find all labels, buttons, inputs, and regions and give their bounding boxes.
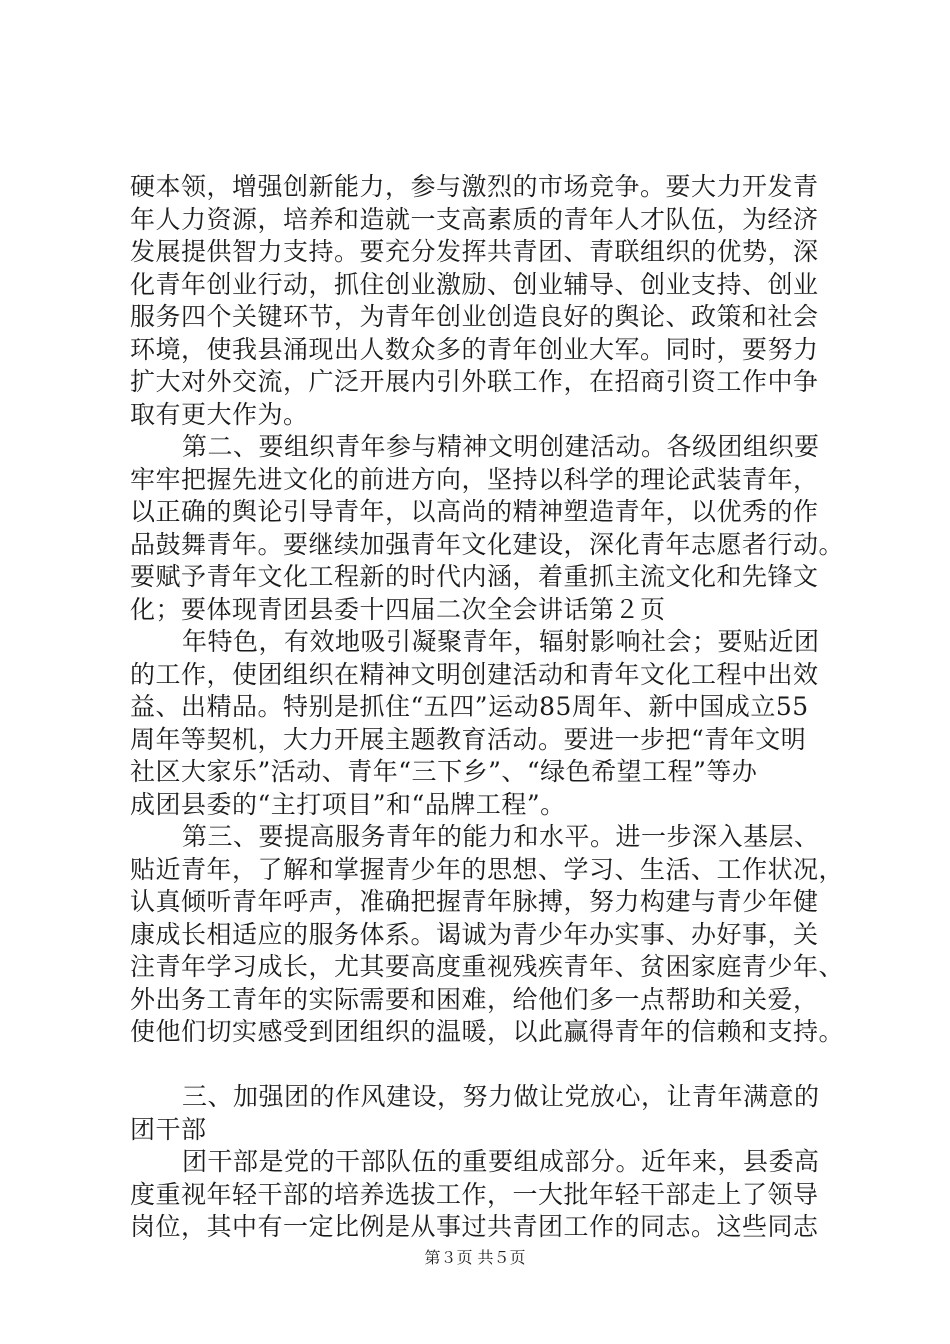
body-text-block (130, 171, 845, 1049)
text-line: 团干部是党的干部队伍的重要组成部分。近年来，县委高 (182, 1147, 820, 1176)
text-line: 成团县委的“主打项目”和“品牌工程”。 (130, 789, 566, 819)
text-line: 取有更大作为。 (130, 399, 309, 429)
text-line: 品鼓舞青年。要继续加强青年文化建设，深化青年志愿者行动。 (130, 529, 845, 559)
text-line: 第二、要组织青年参与精神文明创建活动。各级团组织要 (182, 432, 820, 461)
text-line: 硬本领，增强创新能力，参与激烈的市场竞争。要大力开发青 (130, 172, 819, 201)
body-text-block (130, 1081, 830, 1244)
text-line: 三、加强团的作风建设，努力做让党放心，让青年满意的 (182, 1082, 820, 1111)
text-line: 贴近青年，了解和掌握青少年的思想、学习、生活、工作状况， (130, 854, 845, 884)
text-line: 年特色，有效地吸引凝聚青年，辐射影响社会；要贴近团 (182, 627, 820, 656)
text-line: 年人力资源，培养和造就一支高素质的青年人才队伍，为经济 (130, 204, 819, 234)
text-line: 环境，使我县涌现出人数众多的青年创业大军。同时，要努力 (130, 334, 819, 364)
page-footer: 第３页 共５页 (424, 1248, 526, 1267)
text-line: 周年等契机，大力开展主题教育活动。要进一步把“青年文明 (130, 724, 807, 754)
text-line: 认真倾听青年呼声，准确把握青年脉搏，努力构建与青少年健 (130, 887, 819, 916)
text-line: 的工作，使团组织在精神文明创建活动和青年文化工程中出效 (130, 659, 819, 689)
document-body (130, 171, 845, 1244)
text-line: 发展提供智力支持。要充分发挥共青团、青联组织的优势，深 (130, 237, 819, 266)
text-line: 社区大家乐”活动、青年“三下乡”、“绿色希望工程”等办 (130, 757, 758, 786)
text-line: 牢牢把握先进文化的前进方向，坚持以科学的理论武装青年， (130, 464, 819, 494)
text-line: 化；要体现青团县委十四届二次全会讲话第２页 (130, 594, 666, 624)
text-line: 以正确的舆论引导青年，以高尚的精神塑造青年，以优秀的作 (130, 497, 819, 526)
text-line: 团干部 (130, 1114, 207, 1144)
text-line: 外出务工青年的实际需要和困难，给他们多一点帮助和关爱， (130, 984, 819, 1014)
text-line: 益、出精品。特别是抓住“五四”运动85周年、新中国成立55 (130, 692, 809, 721)
text-line: 化青年创业行动，抓住创业激励、创业辅导、创业支持、创业 (130, 269, 819, 299)
text-line: 使他们切实感受到团组织的温暖，以此赢得青年的信赖和支持。 (130, 1017, 845, 1046)
text-line: 要赋予青年文化工程新的时代内涵，着重抓主流文化和先锋文 (130, 562, 819, 591)
text-line: 岗位，其中有一定比例是从事过共青团工作的同志。这些同志 (130, 1212, 819, 1241)
paragraph-gap (130, 1049, 830, 1082)
text-line: 扩大对外交流，广泛开展内引外联工作，在招商引资工作中争 (130, 367, 819, 396)
text-line: 注青年学习成长，尤其要高度重视残疾青年、贫困家庭青少年、 (130, 952, 845, 981)
text-line: 度重视年轻干部的培养选拔工作，一大批年轻干部走上了领导 (130, 1179, 819, 1209)
text-line: 服务四个关键环节，为青年创业创造良好的舆论、政策和社会 (130, 302, 819, 331)
text-line: 第三、要提高服务青年的能力和水平。进一步深入基层、 (182, 822, 820, 851)
text-line: 康成长相适应的服务体系。谒诚为青少年办实事、办好事，关 (130, 919, 819, 949)
